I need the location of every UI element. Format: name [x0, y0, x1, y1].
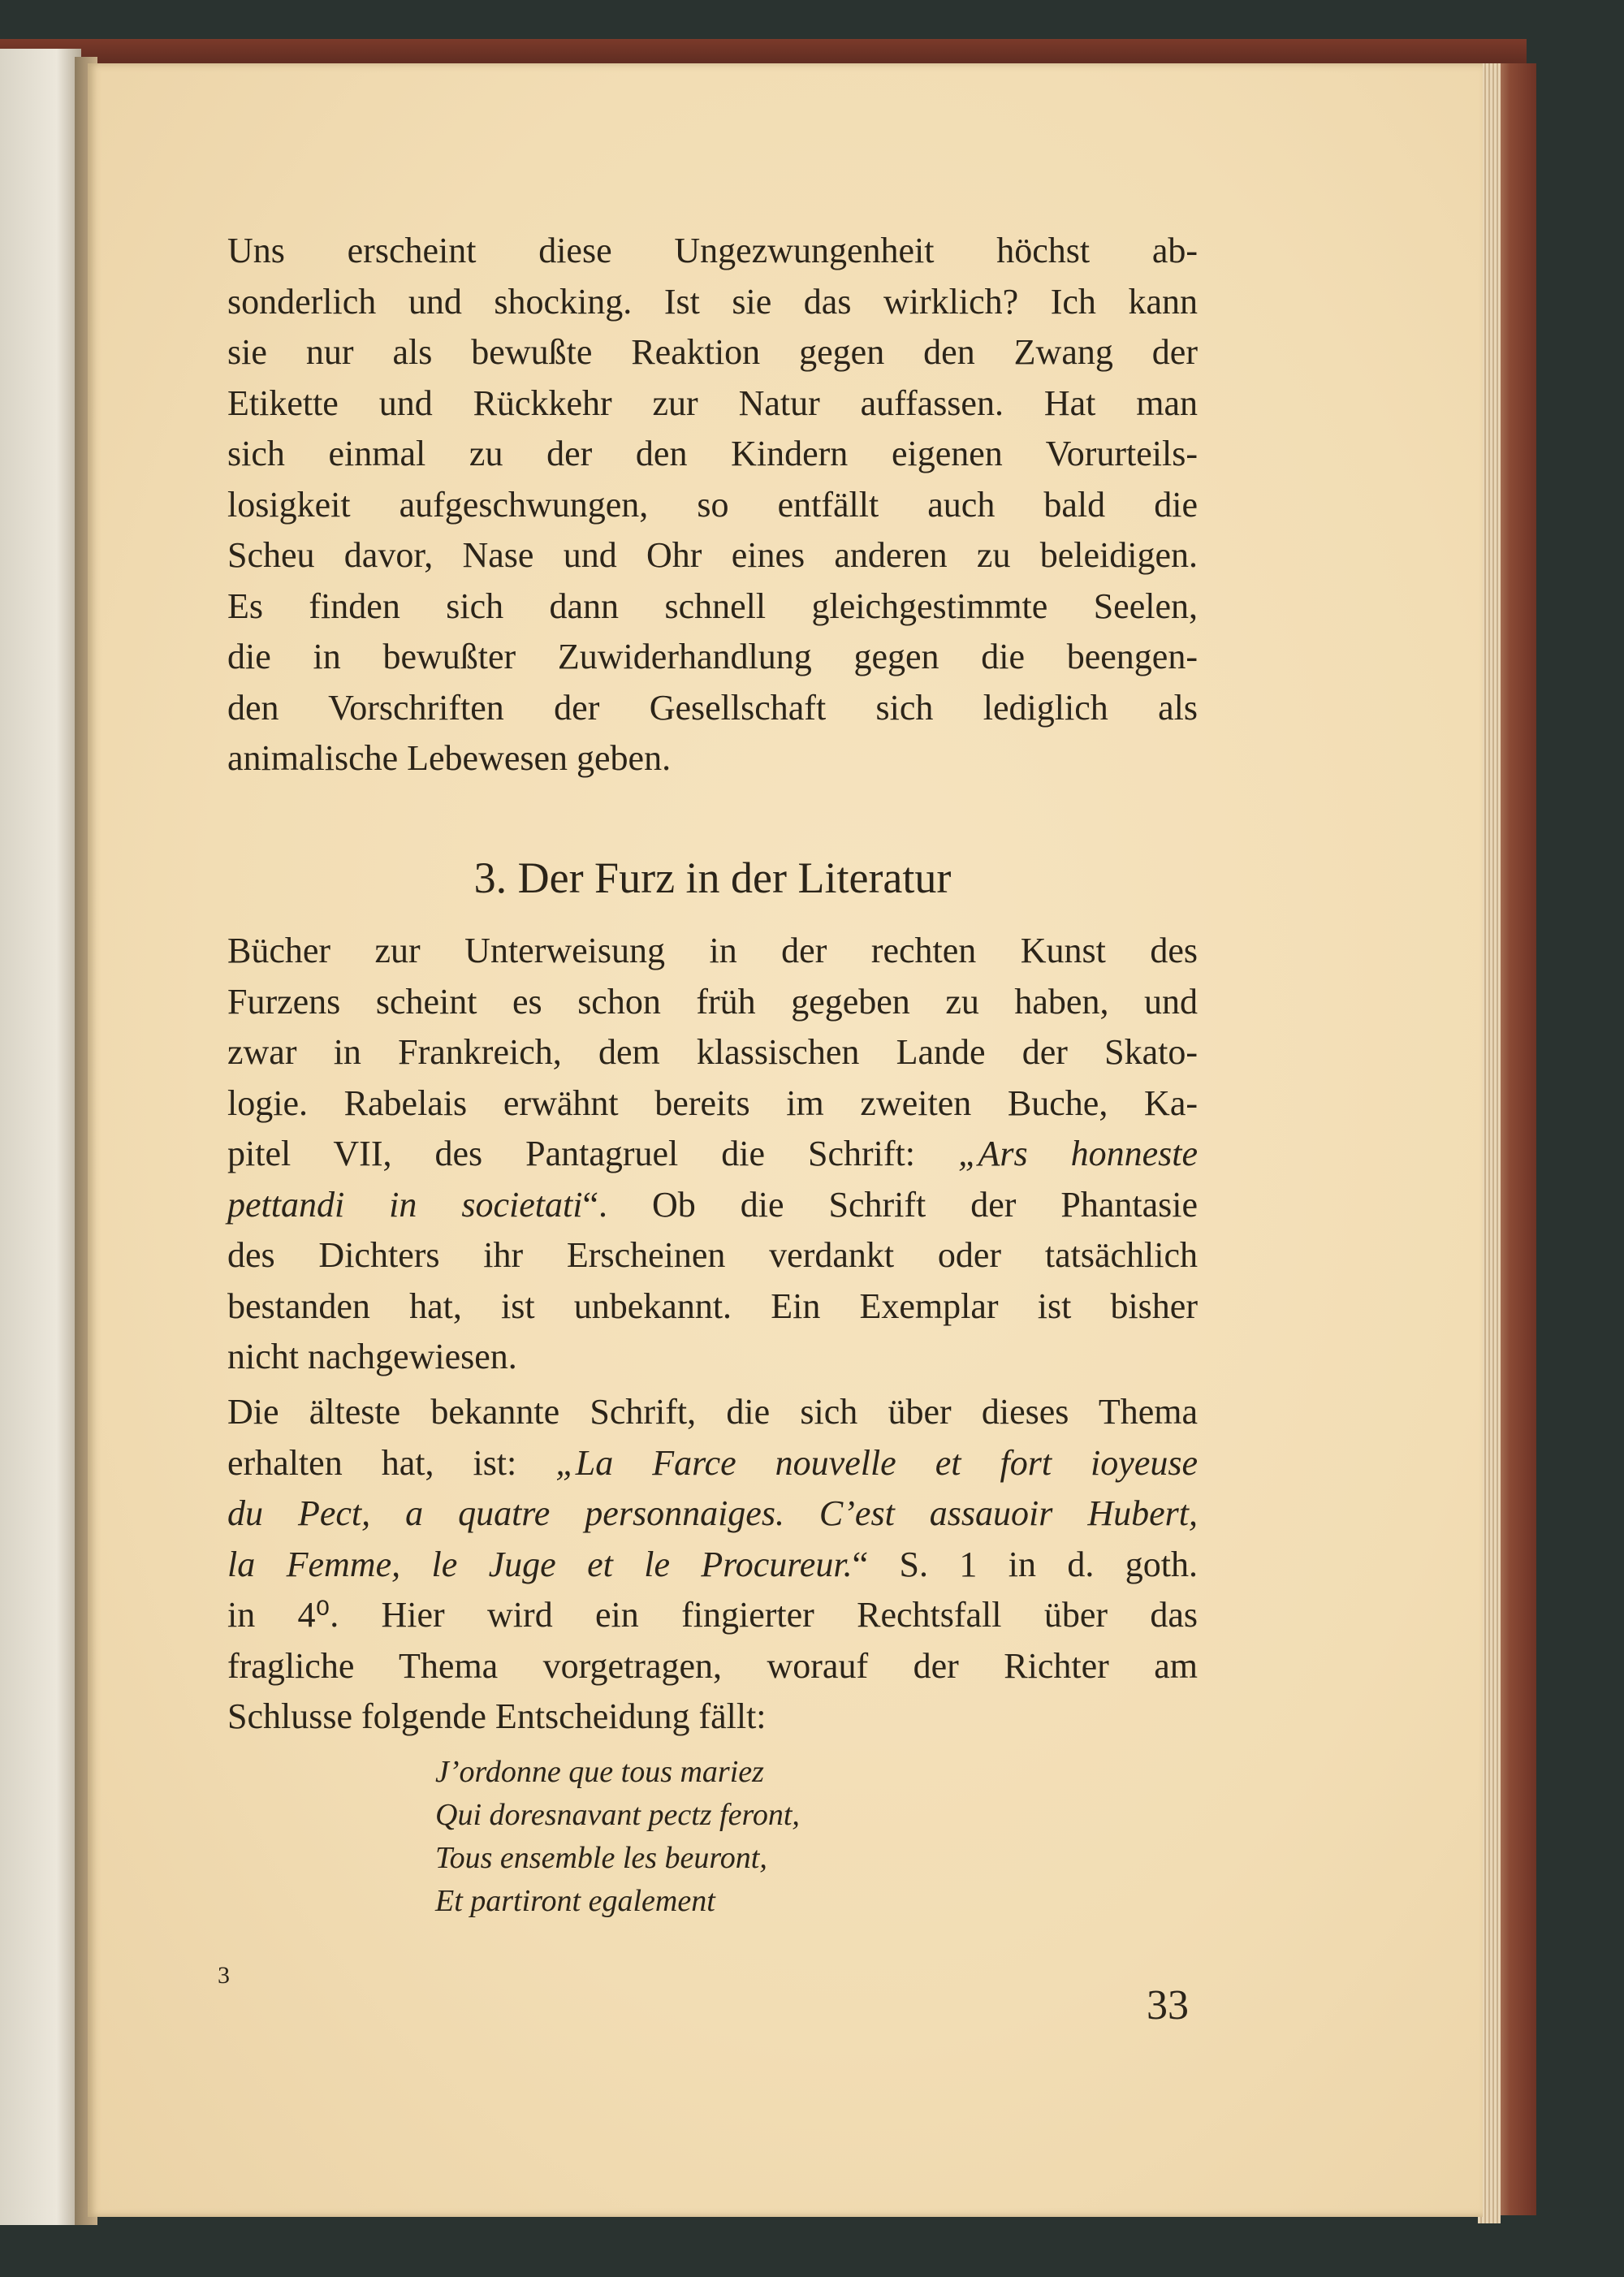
text-line [227, 1488, 1198, 1540]
text-line: sich einmal zu der den Kindern eigenen Vorurteils- [227, 434, 1198, 473]
text-run: erhalten hat, ist: [227, 1442, 556, 1483]
text-line: losigkeit aufgeschwungen, so entfällt auch bald die [227, 484, 1198, 525]
text-run: “. Ob die Schrift der Phantasie [582, 1184, 1198, 1225]
paragraph-3 [227, 1387, 1198, 1743]
poem-line: J’ordonne que tous mariez [435, 1755, 764, 1789]
paragraph-1 [227, 226, 1198, 784]
text-line: Furzens scheint es schon früh gegeben zu haben, und [227, 981, 1198, 1022]
text-line: den Vorschriften der Gesellschaft sich lediglich als [227, 687, 1198, 728]
text-line: sie nur als bewußte Reaktion gegen den Zwang der [227, 332, 1198, 372]
text-line: Scheu davor, Nase und Ohr eines anderen zu beleidigen. [227, 535, 1198, 575]
poem-line: Tous ensemble les beuront, [435, 1841, 767, 1875]
text-line: sonderlich und shocking. Ist sie das wirklich? Ich kann [227, 281, 1198, 322]
text-line [227, 1438, 1198, 1489]
book-title-italic: du Pect, a quatre personnaiges. C’est assauoir Hubert, [227, 1493, 1198, 1533]
text-run: pitel VII, des Pantagruel die Schrift: [227, 1134, 958, 1173]
page-number: 33 [1147, 1982, 1189, 2029]
facing-page-edge [0, 49, 81, 2225]
text-line [227, 1180, 1198, 1231]
text-line: logie. Rabelais erwähnt bereits im zweiten Buche, Ka- [227, 1082, 1198, 1123]
text-line: Die älteste bekannte Schrift, die sich über dieses Thema [227, 1392, 1198, 1432]
text-line: bestanden hat, ist unbekannt. Ein Exemplar ist bisher [227, 1285, 1198, 1326]
book-title-italic: la Femme, le Juge et le Procureur. [227, 1544, 853, 1584]
book-title-italic: „La Farce nouvelle et fort ioyeuse [555, 1442, 1198, 1483]
text-line: Schlusse folgende Entscheidung fällt: [227, 1696, 767, 1736]
text-line: in 4⁰. Hier wird ein fingierter Rechtsfall über das [227, 1595, 1198, 1635]
poem-line: Qui doresnavant pectz feront, [435, 1798, 800, 1832]
book-title-italic: „Ars honneste [958, 1134, 1198, 1173]
text-line: die in bewußter Zuwiderhandlung gegen die beengen- [227, 637, 1198, 676]
text-line: zwar in Frankreich, dem klassischen Lande der Skato- [227, 1032, 1198, 1072]
text-line: Es finden sich dann schnell gleichgestimmte Seelen, [227, 585, 1198, 626]
text-line [227, 1540, 1198, 1591]
text-line: animalische Lebewesen geben. [227, 738, 672, 778]
text-line: fragliche Thema vorgetragen, worauf der Richter am [227, 1645, 1198, 1686]
poem-quote [435, 1751, 800, 1923]
text-line: des Dichters ihr Erscheinen verdankt oder tatsächlich [227, 1235, 1198, 1275]
text-line: Etikette und Rückkehr zur Natur auffassen. Hat man [227, 382, 1198, 423]
text-line [227, 1129, 1198, 1180]
signature-mark: 3 [218, 1962, 230, 1989]
section-heading: 3. Der Furz in der Literatur [473, 853, 952, 902]
text-line: Uns erscheint diese Ungezwungenheit höchst ab- [227, 231, 1198, 270]
book-title-italic: pettandi in societati [227, 1184, 583, 1225]
text-line: Bücher zur Unterweisung in der rechten Kunst des [227, 931, 1198, 970]
paragraph-2 [227, 926, 1198, 1383]
text-run: “ S. 1 in d. goth. [852, 1544, 1199, 1584]
text-line: nicht nachgewiesen. [227, 1337, 517, 1376]
poem-line: Et partiront egalement [435, 1884, 715, 1918]
